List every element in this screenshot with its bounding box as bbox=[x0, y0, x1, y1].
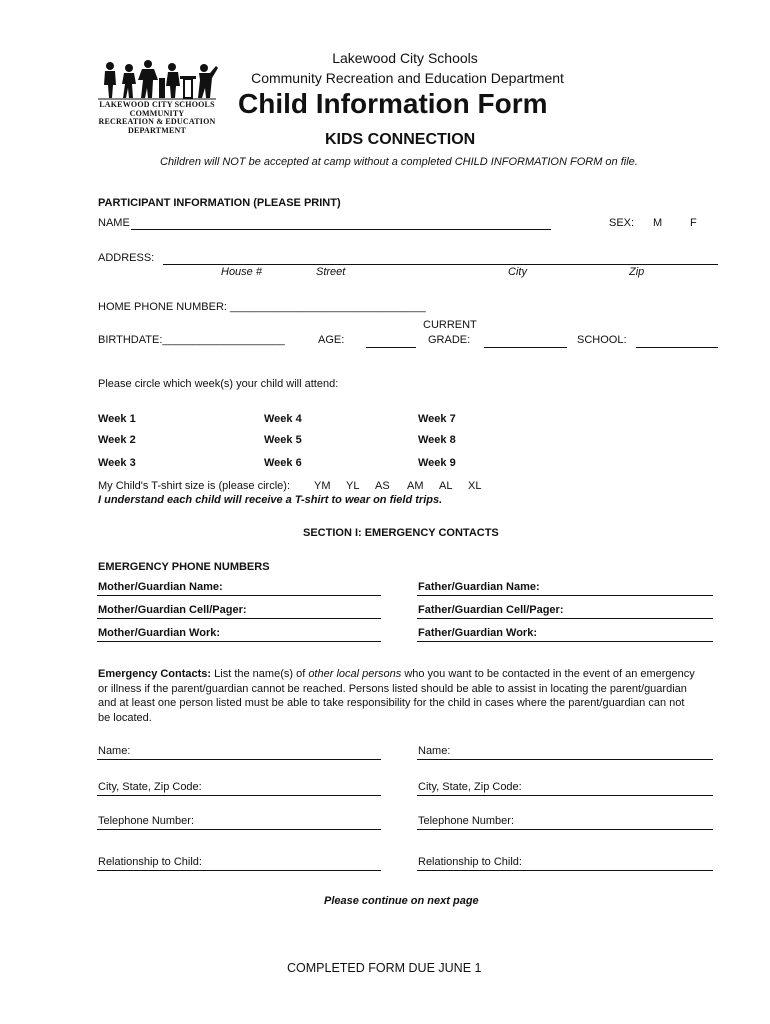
weeks-prompt: Please circle which week(s) your child will attend: bbox=[98, 378, 339, 390]
father-cell-field[interactable] bbox=[417, 618, 713, 619]
week-option[interactable]: Week 7 bbox=[418, 413, 456, 425]
father-name-field[interactable] bbox=[417, 595, 713, 596]
sex-label: SEX: bbox=[609, 217, 635, 229]
tshirt-size-option[interactable]: AS bbox=[375, 480, 390, 492]
contact2-city-field[interactable] bbox=[417, 795, 713, 796]
tshirt-size-option[interactable]: XL bbox=[468, 480, 482, 492]
logo-line-1: LAKEWOOD CITY SCHOOLS bbox=[99, 100, 215, 109]
school-label: SCHOOL: bbox=[577, 334, 627, 346]
mother-work-field[interactable] bbox=[97, 641, 381, 642]
contact2-phone-label: Telephone Number: bbox=[418, 815, 515, 827]
continue-note: Please continue on next page bbox=[324, 895, 479, 907]
logo bbox=[96, 58, 218, 140]
tshirt-size-option[interactable]: AL bbox=[439, 480, 453, 492]
mother-work-label: Mother/Guardian Work: bbox=[98, 627, 221, 639]
tshirt-label: My Child's T-shirt size is (please circle): bbox=[98, 480, 290, 492]
children-silhouette-icon bbox=[96, 58, 218, 100]
age-label: AGE: bbox=[318, 334, 345, 346]
father-work-label: Father/Guardian Work: bbox=[418, 627, 537, 639]
sex-option-f[interactable]: F bbox=[690, 217, 697, 229]
due-date: COMPLETED FORM DUE JUNE 1 bbox=[287, 961, 482, 975]
contact1-relationship-field[interactable] bbox=[97, 870, 381, 871]
emergency-contacts-text: List the name(s) of bbox=[211, 668, 309, 680]
grade-field[interactable] bbox=[484, 347, 567, 348]
current-label: CURRENT bbox=[423, 319, 477, 331]
age-field[interactable] bbox=[366, 347, 416, 348]
contact2-name-label: Name: bbox=[418, 745, 451, 757]
tshirt-size-option[interactable]: YM bbox=[314, 480, 331, 492]
father-work-field[interactable] bbox=[417, 641, 713, 642]
contact1-relationship-label: Relationship to Child: bbox=[98, 856, 202, 868]
address-house-label: House # bbox=[221, 266, 262, 278]
contact1-name-field[interactable] bbox=[97, 759, 381, 760]
birthdate-field[interactable]: BIRTHDATE:____________________ bbox=[98, 334, 285, 346]
contact1-city-field[interactable] bbox=[97, 795, 381, 796]
name-field[interactable] bbox=[131, 229, 551, 230]
week-option[interactable]: Week 4 bbox=[264, 413, 302, 425]
address-city-label: City bbox=[508, 266, 527, 278]
emergency-contacts-bold: Emergency Contacts: bbox=[98, 668, 212, 680]
tshirt-size-option[interactable]: YL bbox=[346, 480, 360, 492]
mother-name-field[interactable] bbox=[97, 595, 381, 596]
emergency-contacts-italic: other local persons bbox=[308, 668, 402, 680]
home-phone-field[interactable]: HOME PHONE NUMBER: ________________________________ bbox=[98, 301, 426, 313]
contact2-phone-field[interactable] bbox=[417, 829, 713, 830]
program-name: KIDS CONNECTION bbox=[325, 131, 476, 148]
contact1-phone-label: Telephone Number: bbox=[98, 815, 195, 827]
week-option[interactable]: Week 9 bbox=[418, 457, 456, 469]
emergency-contacts-text: who you want to be contacted in the event of an emergency or illness if the parent/guardian cannot be reached. Persons listed should be able to assist in locating the parent/guardian and at least one person listed must be able to take responsibility for the child in cases where the parent/guardian can not be located. bbox=[98, 668, 695, 724]
address-zip-label: Zip bbox=[629, 266, 645, 278]
week-option[interactable]: Week 5 bbox=[264, 434, 302, 446]
father-cell-label: Father/Guardian Cell/Pager: bbox=[418, 604, 564, 616]
week-option[interactable]: Week 1 bbox=[98, 413, 136, 425]
sex-option-m[interactable]: M bbox=[653, 217, 663, 229]
page-title: Child Information Form bbox=[238, 88, 548, 119]
address-field[interactable] bbox=[163, 264, 718, 265]
emergency-contacts-paragraph bbox=[98, 667, 698, 725]
section-heading: SECTION I: EMERGENCY CONTACTS bbox=[303, 527, 499, 539]
address-street-label: Street bbox=[316, 266, 346, 278]
contact2-city-label: City, State, Zip Code: bbox=[418, 781, 522, 793]
tshirt-note: I understand each child will receive a T-shirt to wear on field trips. bbox=[98, 494, 443, 506]
name-label: NAME bbox=[98, 217, 130, 229]
week-option[interactable]: Week 6 bbox=[264, 457, 302, 469]
grade-label: GRADE: bbox=[428, 334, 471, 346]
logo-line-4: DEPARTMENT bbox=[127, 125, 186, 135]
school-field[interactable] bbox=[636, 347, 718, 348]
org-department: Community Recreation and Education Department bbox=[251, 70, 564, 86]
contact2-relationship-label: Relationship to Child: bbox=[418, 856, 522, 868]
contact1-name-label: Name: bbox=[98, 745, 131, 757]
mother-cell-field[interactable] bbox=[97, 618, 381, 619]
contact1-city-label: City, State, Zip Code: bbox=[98, 781, 202, 793]
week-option[interactable]: Week 3 bbox=[98, 457, 136, 469]
contact1-phone-field[interactable] bbox=[97, 829, 381, 830]
address-label: ADDRESS: bbox=[98, 252, 155, 264]
org-name: Lakewood City Schools bbox=[332, 50, 478, 66]
emergency-phones-heading: EMERGENCY PHONE NUMBERS bbox=[98, 561, 270, 573]
tshirt-size-option[interactable]: AM bbox=[407, 480, 424, 492]
participant-heading: PARTICIPANT INFORMATION (PLEASE PRINT) bbox=[98, 197, 341, 209]
notice-text: Children will NOT be accepted at camp without a completed CHILD INFORMATION FORM on file. bbox=[160, 156, 638, 168]
mother-cell-label: Mother/Guardian Cell/Pager: bbox=[98, 604, 247, 616]
week-option[interactable]: Week 8 bbox=[418, 434, 456, 446]
week-option[interactable]: Week 2 bbox=[98, 434, 136, 446]
logo-line-2: COMMUNITY bbox=[129, 108, 185, 118]
logo-line-3: RECREATION & EDUCATION bbox=[98, 117, 216, 126]
mother-name-label: Mother/Guardian Name: bbox=[98, 581, 223, 593]
father-name-label: Father/Guardian Name: bbox=[418, 581, 540, 593]
contact2-name-field[interactable] bbox=[417, 759, 713, 760]
contact2-relationship-field[interactable] bbox=[417, 870, 713, 871]
